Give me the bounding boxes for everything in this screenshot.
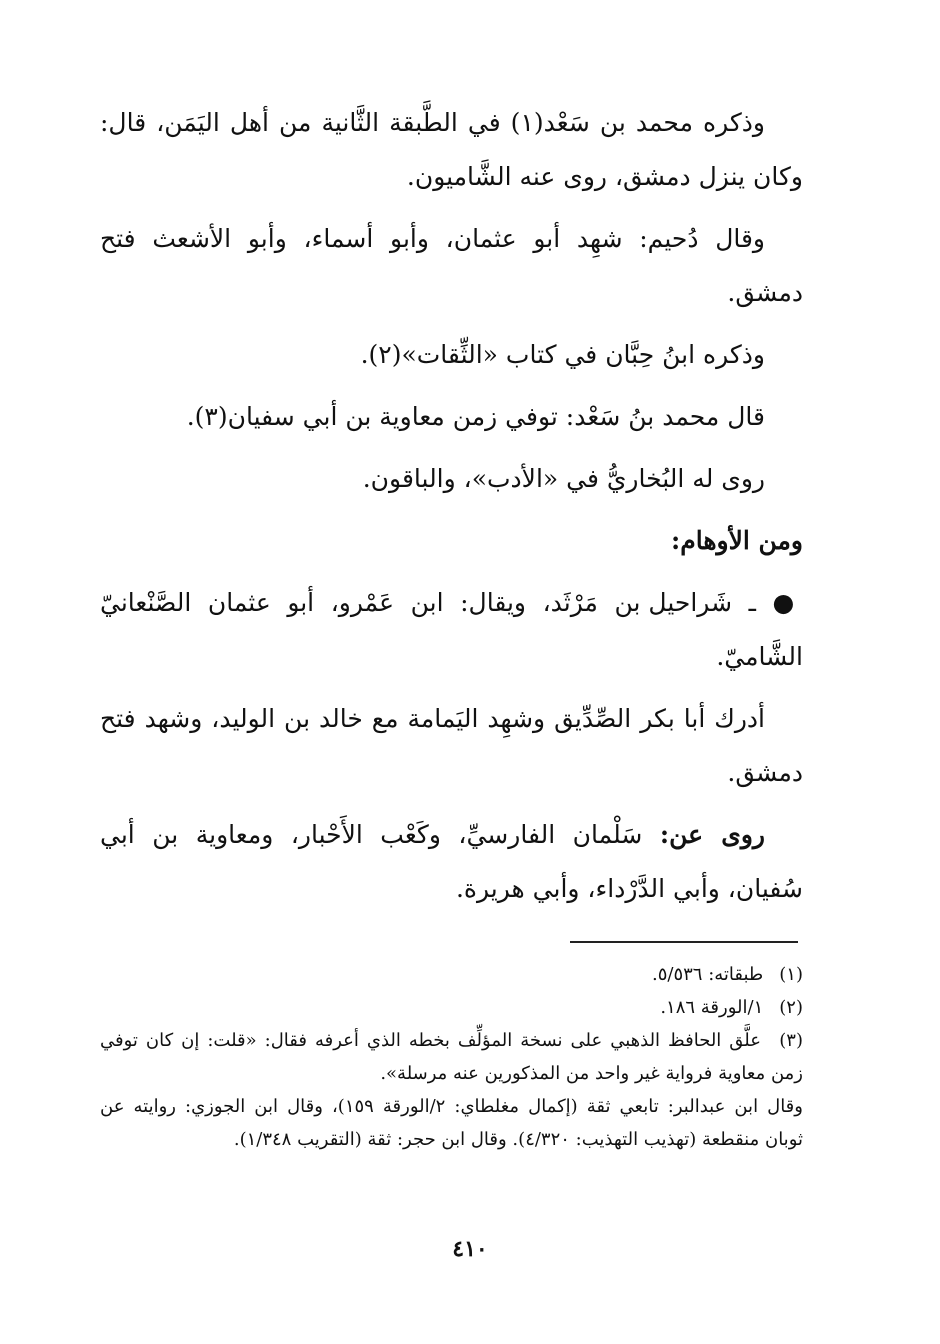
main-text: [100, 96, 803, 924]
paragraph-duhaym: وقال دُحيم: شهِد أبو عثمان، وأبو أسماء، وأبو الأشعث فتح دمشق.: [100, 224, 803, 307]
footnote-3: [100, 1024, 803, 1090]
section-heading: ومن الأوهام:: [671, 526, 803, 555]
footnote-3-continuation: وقال ابن عبدالبر: تابعي ثقة (إكمال مغلطاي: ٢/الورقة ١٥٩)، وقال ابن الجوزي: روايته عن ثوبان منقطعة (تهذيب التهذيب: ٤/٣٢٠). وقال ابن حجر: ثقة (التقريب ١/٣٤٨).: [100, 1096, 803, 1150]
footnote-divider: [570, 941, 798, 943]
footnote-text: ١/الورقة ١٨٦.: [660, 997, 764, 1018]
entry-bullet: [100, 576, 803, 684]
footnote-2: [100, 991, 803, 1024]
footnote-number: (٣): [779, 1030, 803, 1051]
footnote-1: [100, 958, 803, 991]
footnotes: [100, 958, 803, 1156]
narrated-from-list: سَلْمان الفارسيِّ، وكَعْب الأَحْبار، ومعاوية بن أبي سُفيان، وأبي الدَّرْداء، وأبي هريرة.: [100, 820, 803, 903]
page-number: ٤١٠: [452, 1236, 488, 1262]
narrated-from-label: روى عن:: [659, 820, 766, 849]
footnote-number: (١): [779, 964, 803, 985]
footnote-number: (٢): [779, 997, 803, 1018]
entry-name: شَراحيل بن مَرْثَد، ويقال: ابن عَمْرو، أبو عثمان الصَّنْعانيّ الشَّاميّ.: [100, 588, 803, 671]
footnote-text: طبقاته: ٥/٥٣٦.: [651, 964, 764, 985]
paragraph-ibn-sad: وذكره محمد بن سَعْد(١) في الطَّبقة الثَّانية من أهل اليَمَن، قال: وكان ينزل دمشق، روى عنه الشَّاميون.: [100, 108, 803, 191]
bullet-icon: ● ـ: [748, 588, 804, 617]
paragraph-narrated: روى له البُخاريُّ في «الأدب»، والباقون.: [362, 464, 765, 493]
paragraph-abu-bakr: أدرك أبا بكر الصِّدِّيق وشهِد اليَمامة مع خالد بن الوليد، وشهد فتح دمشق.: [100, 704, 803, 787]
paragraph-death: قال محمد بنُ سَعْد: توفي زمن معاوية بن أبي سفيان(٣).: [186, 402, 765, 431]
paragraph-narrated-from: [100, 808, 803, 916]
footnote-text: علَّق الحافظ الذهبي على نسخة المؤلِّف بخطه الذي أعرفه فقال: «قلت: إن كان توفي زمن معاوية فرواية غير واحد من المذكورين عنه مرسلة».: [100, 1030, 803, 1084]
paragraph-ibn-hibban: وذكره ابنُ حِبَّان في كتاب «الثِّقات»(٢).: [360, 340, 765, 369]
